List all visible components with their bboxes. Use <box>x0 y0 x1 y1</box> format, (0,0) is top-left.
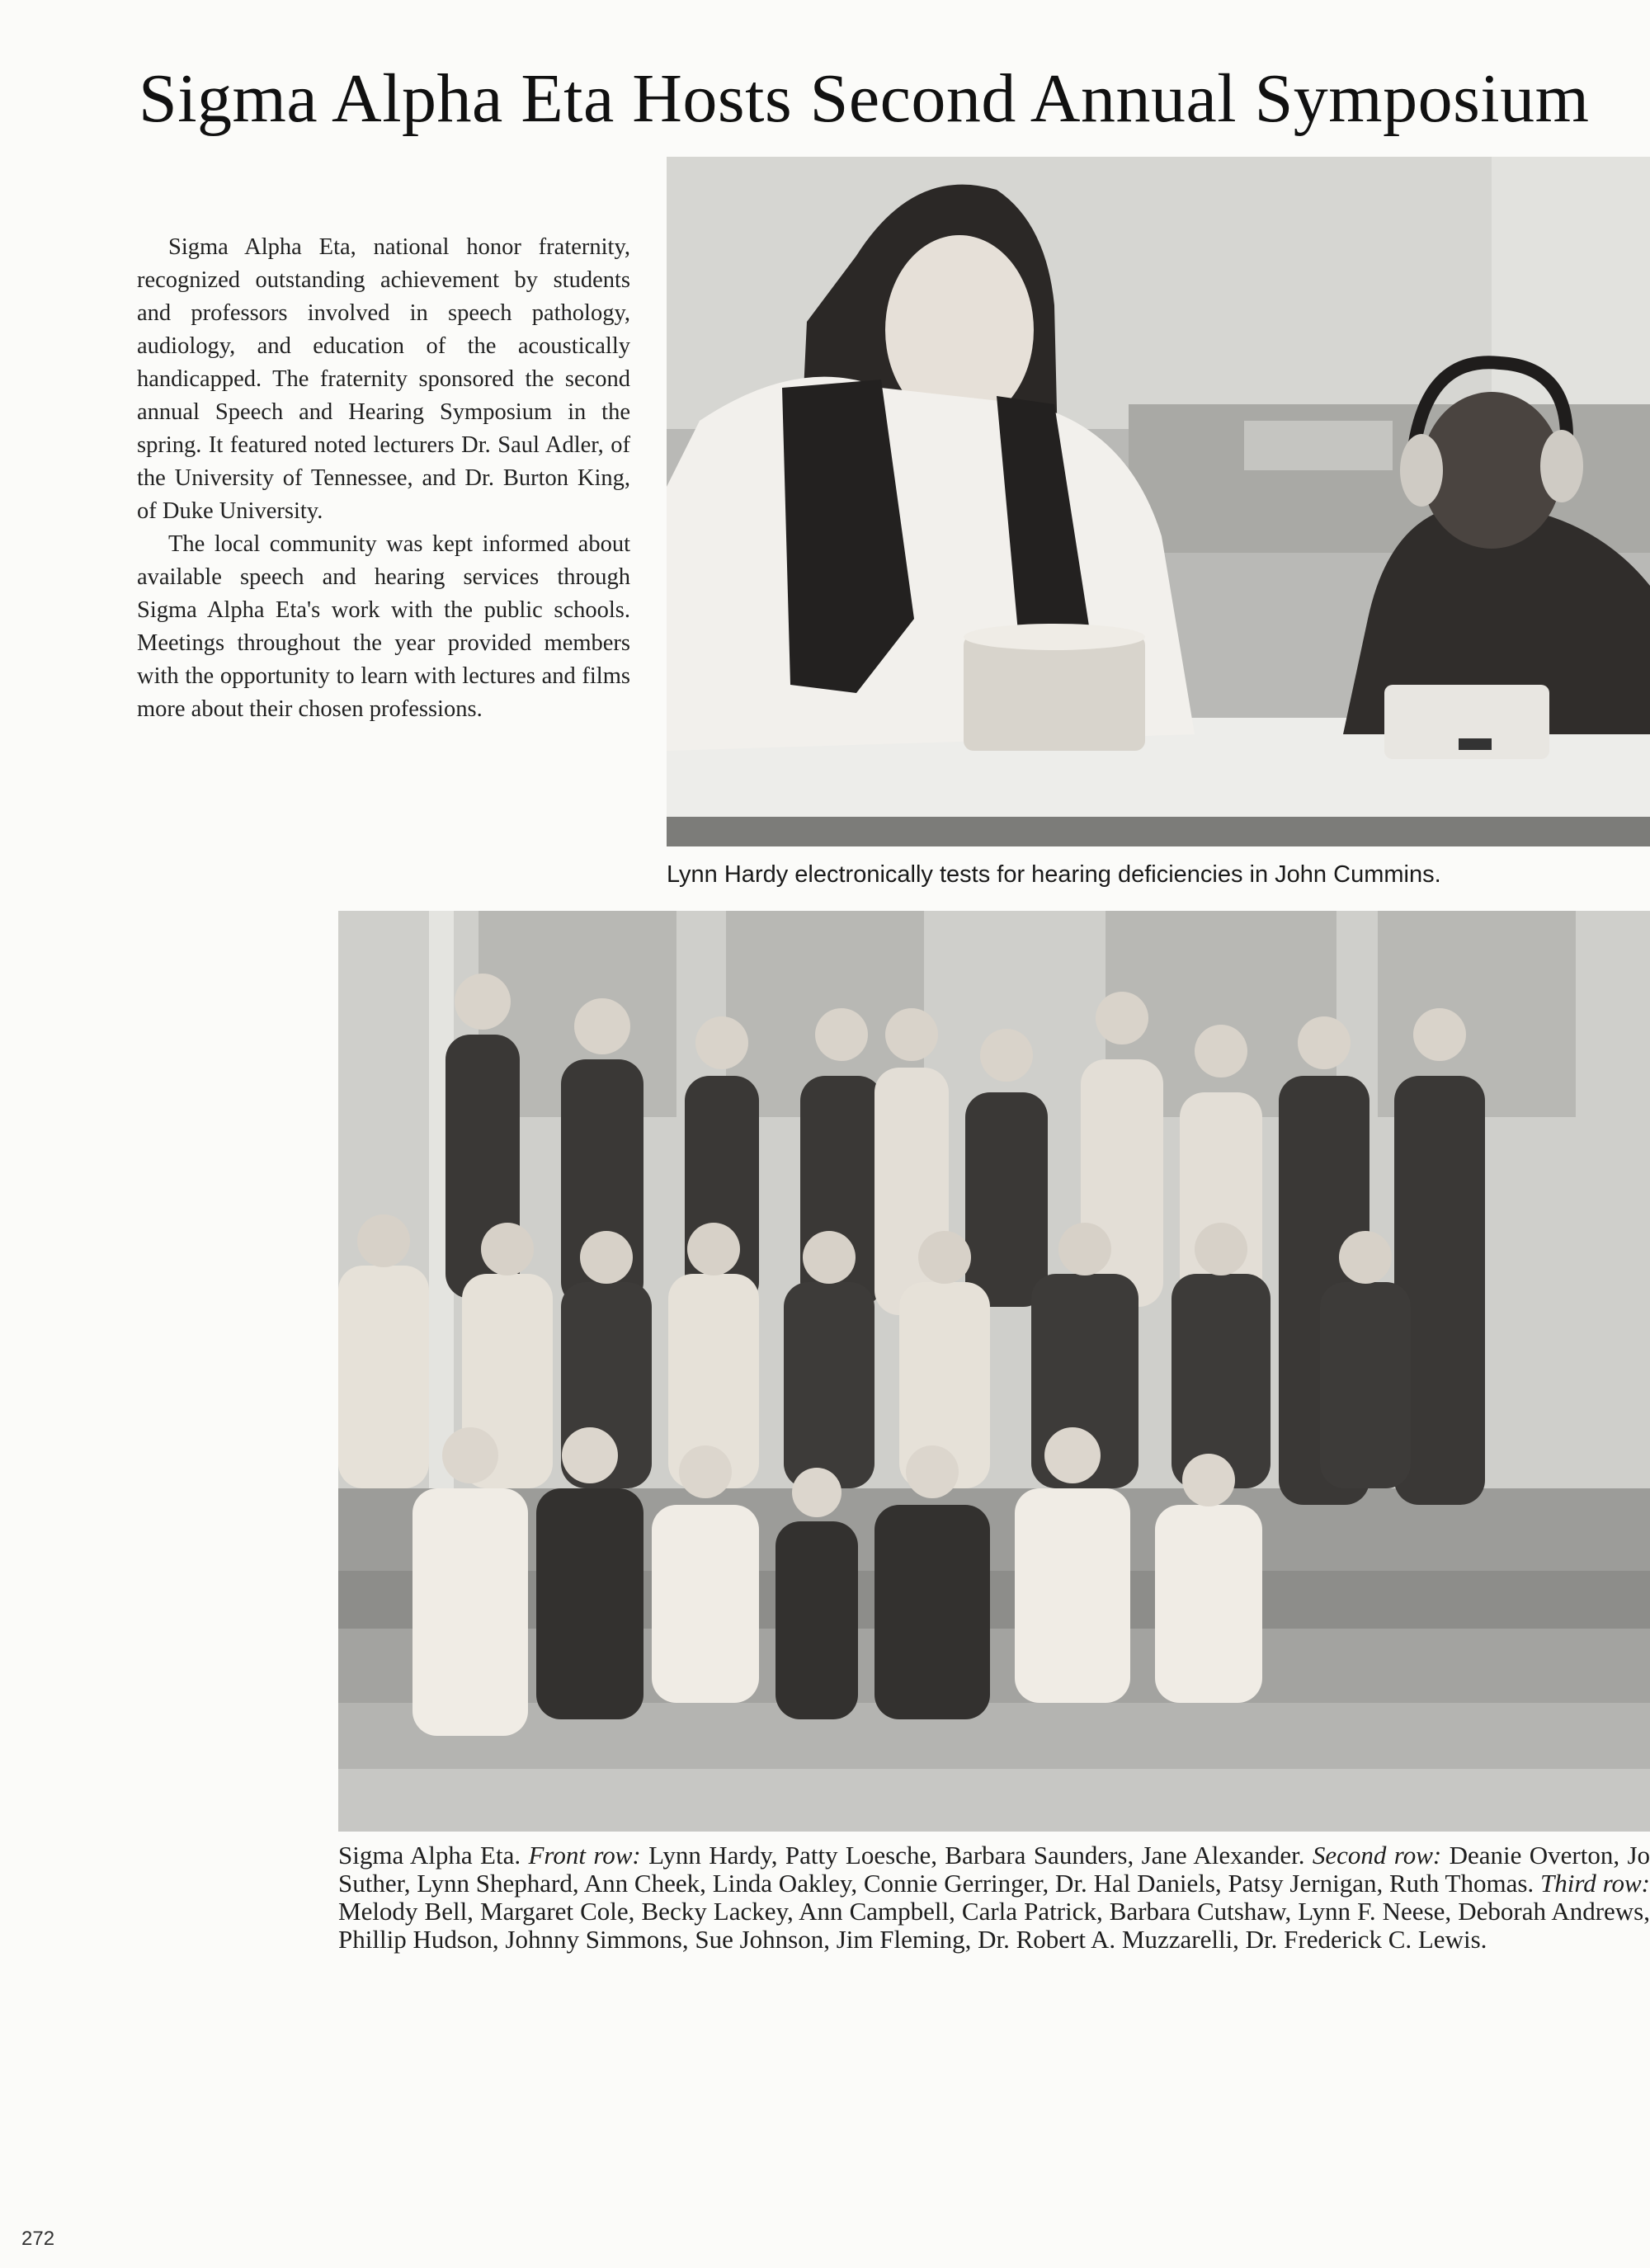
hearing-test-illustration <box>667 157 1650 846</box>
article-body <box>137 231 630 726</box>
group-photo <box>338 911 1650 1832</box>
article-paragraph-2: The local community was kept informed about available speech and hearing services through Sigma Alpha Eta's work with the public schools. Meetings throughout the year provided members with the opportunity to learn with lectures and films more about their chosen professions. <box>137 531 630 722</box>
hearing-test-photo <box>667 157 1650 846</box>
front-row-label: Front row: <box>528 1841 641 1870</box>
third-row-names: Melody Bell, Margaret Cole, Becky Lackey, Ann Campbell, Carla Patrick, Barbara Cutshaw, Lynn F. Neese, Deborah Andrews, Phillip Hudson, Johnny Simmons, Sue Johnson, Jim Fleming, Dr. Robert A. Muzzarelli, Dr. Frederick C. Lewis. <box>338 1897 1650 1954</box>
second-row-names: Deanie Overton, Jo Suther, Lynn Shephard, Ann Cheek, Linda Oakley, Connie Gerringer, Dr. Hal Daniels, Patsy Jernigan, Ruth Thomas. <box>338 1841 1650 1898</box>
page-number: 272 <box>21 2228 55 2250</box>
third-row-label: Third row: <box>1540 1869 1650 1898</box>
second-row-label: Second row: <box>1312 1841 1442 1870</box>
group-photo-illustration <box>338 911 1650 1832</box>
group-photo-caption <box>338 1841 1650 1954</box>
article-paragraph-1: Sigma Alpha Eta, national honor fraternity, recognized outstanding achievement by students and professors involved in speech pathology, audiology, and education of the acoustically handicapped. The fraternity sponsored the second annual Speech and Hearing Symposium in the spring. It featured noted lecturers Dr. Saul Adler, of the University of Tennessee, and Dr. Burton King, of Duke University. <box>137 234 630 524</box>
hearing-test-caption: Lynn Hardy electronically tests for hearing deficiencies in John Cummins. <box>667 861 1441 888</box>
front-row-names: Lynn Hardy, Patty Loesche, Barbara Saunders, Jane Alexander. <box>648 1841 1305 1870</box>
page-title: Sigma Alpha Eta Hosts Second Annual Symposium <box>139 60 1590 137</box>
caption-lead: Sigma Alpha Eta. <box>338 1841 521 1870</box>
